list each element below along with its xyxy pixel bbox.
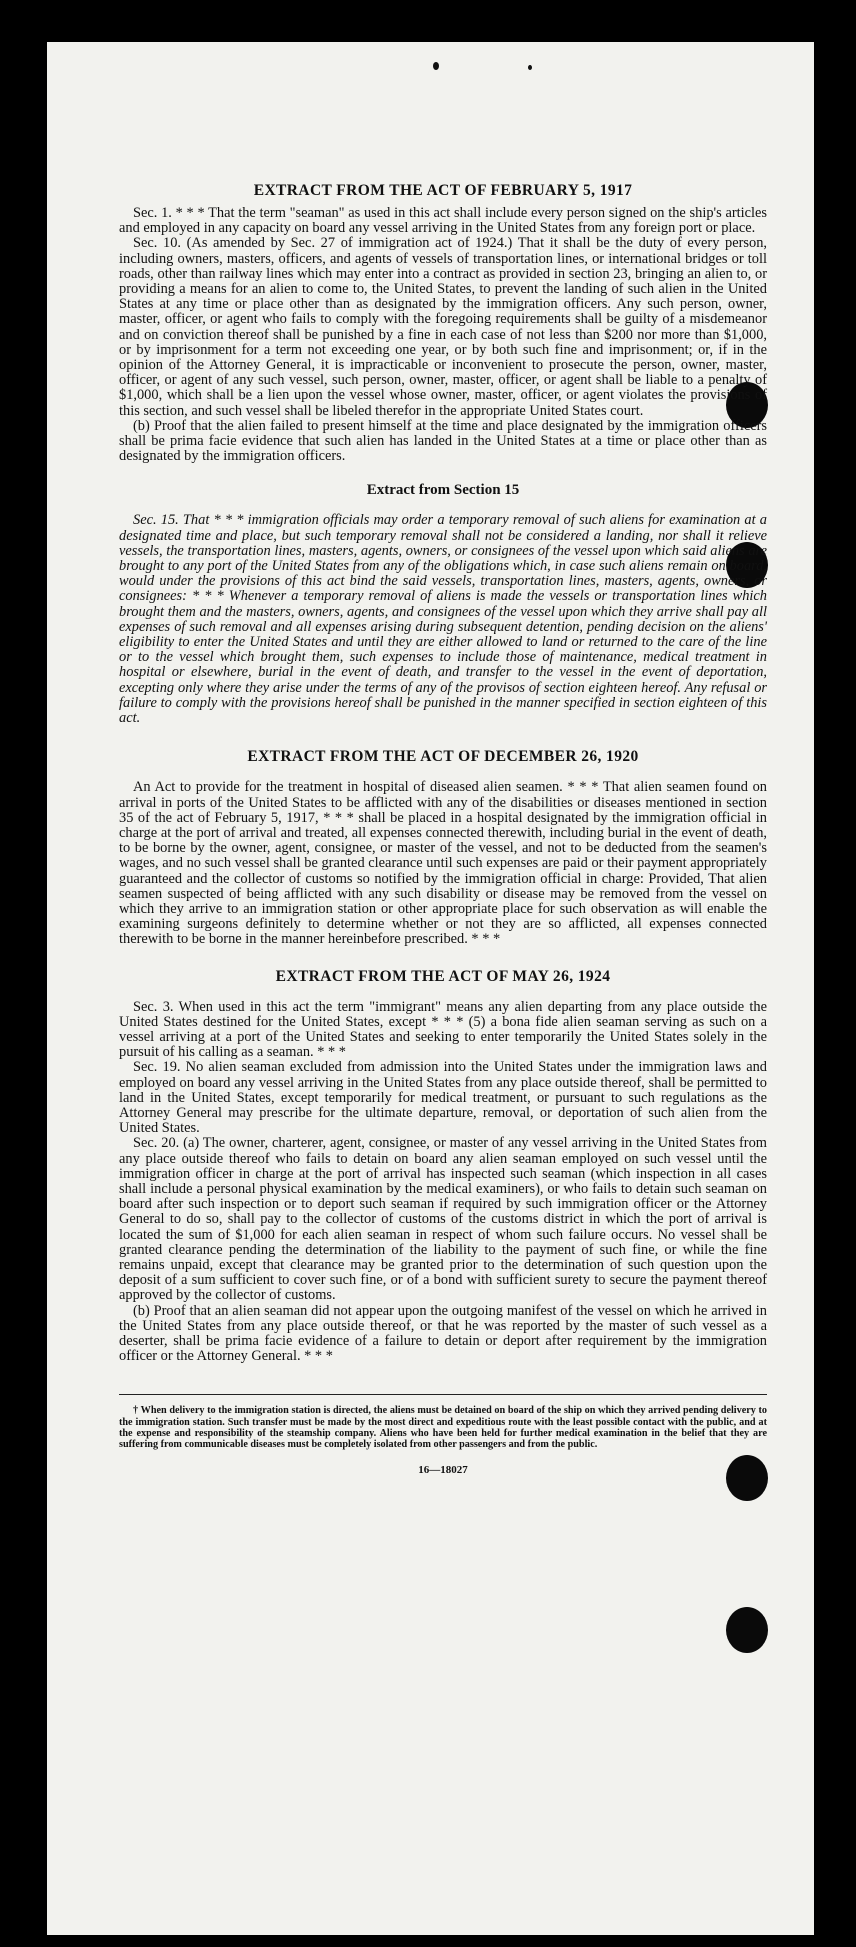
section-body (119, 513, 767, 726)
section-heading: EXTRACT FROM THE ACT OF MAY 26, 1924 (275, 967, 611, 985)
document-page (47, 42, 814, 1935)
paragraph: Sec. 3. When used in this act the term "immigrant" means any alien departing from any place outside the United States destined for the United States, except * * * (5) a bona fide alien seaman serving as such on a vessel arriving at a port of the United States and seeking to enter temporarily the United States solely in the pursuit of his calling as a seaman. * * * (119, 998, 767, 1061)
binder-hole (726, 1607, 768, 1653)
print-code: 16—18027 (418, 1464, 468, 1477)
section-heading: EXTRACT FROM THE ACT OF DECEMBER 26, 1920 (247, 748, 639, 766)
footnote: † When delivery to the immigration station is directed, the aliens must be detained on board of the ship on which they arrived pending delivery to the immigration station. Such transfer must be made by the most direct and expeditious route with the least possible contact with the public, and at the expense and responsibility of the steamship company. Aliens who have been held for further medical examination in the belief that they are suffering from communicable diseases must be completely isolated from other passengers and from the public. (119, 1405, 767, 1451)
punch-speck (433, 62, 439, 70)
punch-speck (528, 65, 532, 70)
footnote-divider (119, 1394, 767, 1395)
paragraph: Sec. 20. (a) The owner, charterer, agent, consignee, or master of any vessel arriving in the United States from any place outside thereof who fails to detain on board any alien seaman employed on such vessel until the immigration officer in charge at the port of arrival has inspected such seaman (which inspection in all cases shall include a personal physical examination by the medical examiners), or who fails to detain such seaman on board after such inspection or to deport such seaman if required by such immigration officer or the Attorney General to do so, shall pay to the collector of customs of the customs district in which the port of arrival is located the sum of $1,000 for each alien seaman in respect of whom such failure occurs. No vessel shall be granted clearance pending the determination of the liability to the payment of such fine, or while the fine remains unpaid, except that clearance may be granted prior to the determination of such question upon the deposit of a sum sufficient to cover such fine, or of a bond with sufficient surety to secure the payment thereof approved by the collector of customs. (119, 1135, 767, 1304)
section-body (119, 206, 767, 464)
section-heading: EXTRACT FROM THE ACT OF FEBRUARY 5, 1917 (253, 182, 633, 199)
paragraph: (b) Proof that an alien seaman did not appear upon the outgoing manifest of the vessel on which he arrived in the United States from any place outside thereof, or that he was reported by the master of such vessel as a deserter, shall be prima facie evidence of a failure to detain or deport after requirement by the immigration officer or the Attorney General. * * * (119, 1302, 767, 1365)
document-content (119, 182, 767, 1476)
paragraph: Sec. 15. That * * * immigration officials may order a temporary removal of such aliens for examination at a designated time and place, but such temporary removal shall not be considered a landing, nor shall it relieve vessels, the transportation lines, masters, agents, owners, or consignees of the vessel upon which said aliens are brought to any port of the United States from any of the obligations which, in case such aliens remain on board, would under the provisions of this act bind the said vessels, transportation lines, masters, agents, owners, or consignees: * * * Whenever a temporary removal of aliens is made the vessels or transportation lines which brought them and the masters, owners, agents, and consignees of the vessel upon which they arrive shall pay all expenses of such removal and all expenses arising during subsequent detention, pending decision on the aliens' eligibility to enter the United States and until they are either allowed to land or returned to the care of the line or to the vessel which brought them, such expenses to include those of maintenance, medical treatment in hospital or elsewhere, burial in the event of death, and transfer to the vessel in the event of deportation, excepting only where they arise under the terms of any of the provisos of section eighteen hereof. Any refusal or failure to comply with the provisions hereof shall be punished in the manner specified in section eighteen of this act. (119, 512, 767, 727)
paragraph: Sec. 1. * * * That the term "seaman" as used in this act shall include every person signed on the ship's articles and employed in any capacity on board any vessel arriving in the United States from any foreign port or place. (119, 205, 767, 237)
paragraph: Sec. 10. (As amended by Sec. 27 of immigration act of 1924.) That it shall be the duty of every person, including owners, masters, officers, and agents of vessels of transportation lines, or international bridges or toll roads, other than railway lines which may enter into a contract as provided in section 23, bringing an alien to, or providing a means for an alien to come to, the United States, to prevent the landing of such alien in the United States at any time or place other than as designated by the immigration officers. Any such person, owner, master, officer, or agent who fails to comply with the foregoing requirements shall be guilty of a misdemeanor and on conviction thereof shall be punished by a fine in each case of not less than $200 nor more than $1,000, or by imprisonment for a term not exceeding one year, or by both such fine and imprisonment; or, if in the opinion of the Attorney General, it is impracticable or inconvenient to prosecute the person, owner, master, officer, or agent of any such vessel, such person, owner, master, officer, or agent shall be liable to a penalty of $1,000, which shall be a lien upon the vessel whose owner, master, officer, or agent violates the provisions of this section, and such vessel shall be libeled therefor in the appropriate United States court. (119, 235, 767, 419)
paragraph: Sec. 19. No alien seaman excluded from admission into the United States under the immigration laws and employed on board any vessel arriving in the United States from any place outside thereof, shall be permitted to land in the United States, except temporarily for medical treatment, or pursuant to such regulations as the Attorney General may prescribe for the ultimate departure, removal, or deportation of such alien from the United States. (119, 1059, 767, 1137)
paragraph: (b) Proof that the alien failed to present himself at the time and place designated by the immigration officers shall be prima facie evidence that such alien has landed in the United States at a time or place other than as designated by the immigration officers. (119, 417, 767, 465)
paragraph: An Act to provide for the treatment in hospital of diseased alien seamen. * * * That alien seamen found on arrival in ports of the United States to be afflicted with any of the disabilities or diseases mentioned in section 35 of the act of February 5, 1917, * * * shall be placed in a hospital designated by the immigration official in charge at the port of arrival and treated, all expenses connected therewith, including burial in the event of death, to be borne by the owner, agent, consignee, or master of the vessel, and not to be deducted from the seamen's wages, and no such vessel shall be granted clearance until such expenses are paid or their payment appropriately guaranteed and the collector of customs so notified by the immigration official in charge: Provided, That alien seamen suspected of being afflicted with any such disability or disease may be removed from the vessel on which they arrive to an immigration station or other appropriate place for such observation as will enable the examining surgeons definitely to determine whether or not they are so afflicted, all expenses connected therewith to be borne in the manner hereinbefore prescribed. * * * (119, 779, 767, 948)
section-heading: Extract from Section 15 (366, 482, 520, 499)
section-body (119, 780, 767, 947)
section-body (119, 1000, 767, 1365)
